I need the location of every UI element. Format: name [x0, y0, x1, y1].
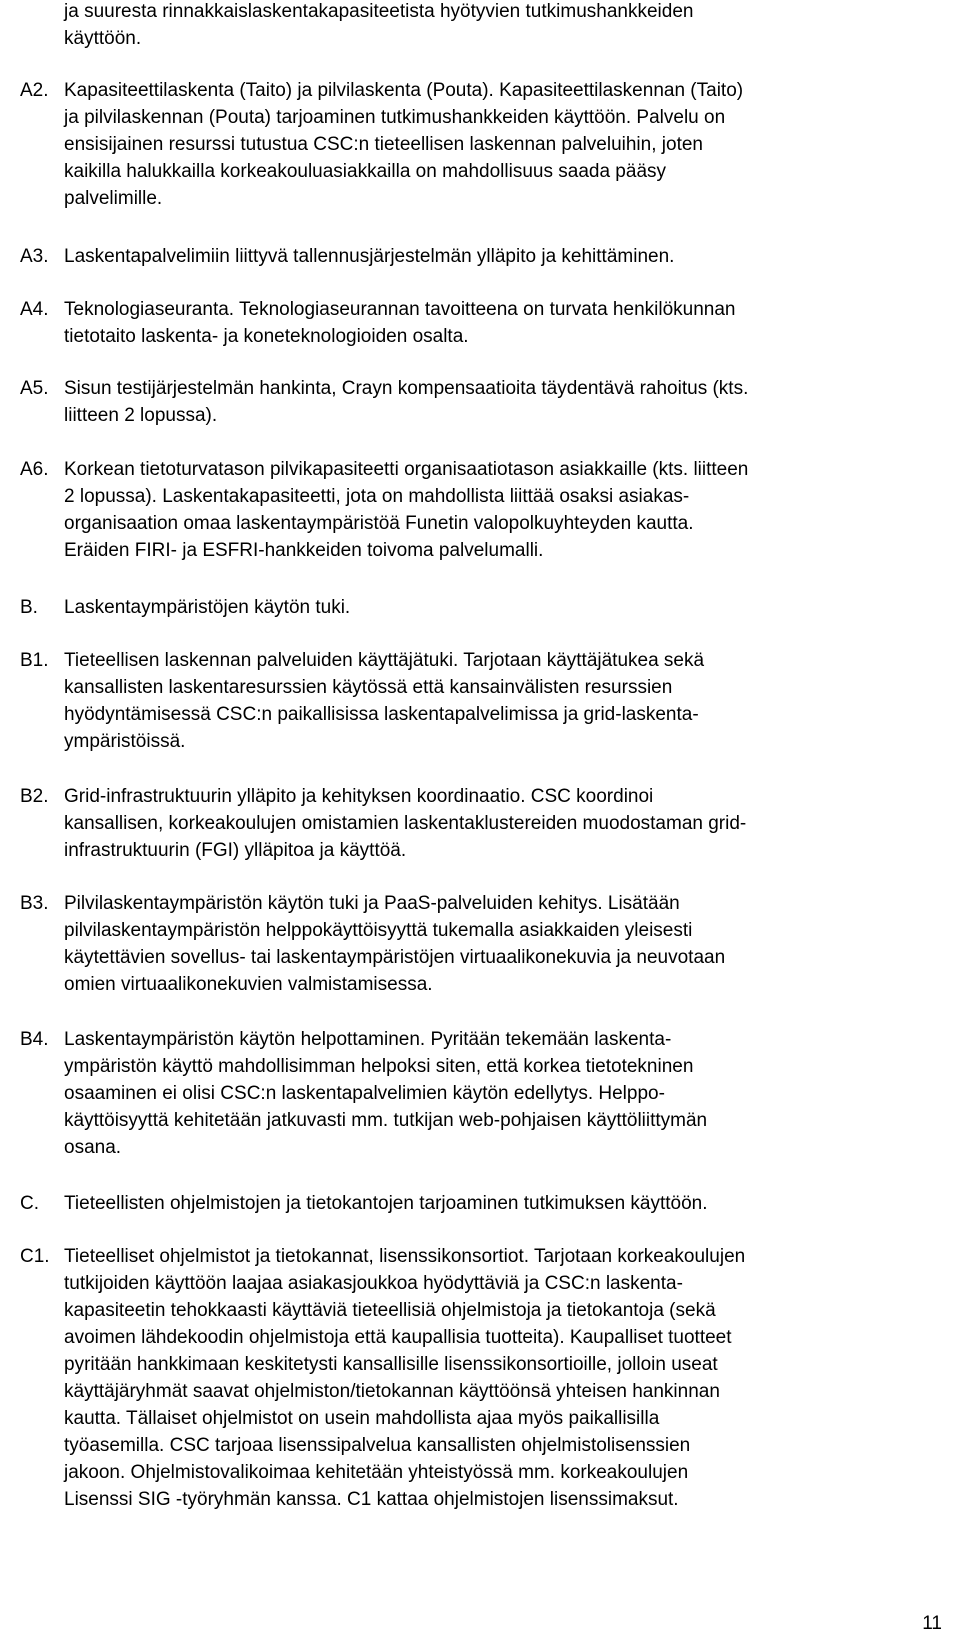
item-number: C.: [20, 1193, 39, 1214]
item-a4: [20, 296, 945, 350]
page-number: 11: [922, 1613, 942, 1634]
item-number: A6.: [20, 459, 49, 480]
item-number: B4.: [20, 1029, 49, 1050]
section-b-heading: [20, 594, 945, 621]
item-body: Grid-infrastruktuurin ylläpito ja kehityksen koordinaatio. CSC koordinoi kansallisen, korkeakoulujen omistamien laskentaklustereiden muodostaman grid- infrastruktuurin (FGI) ylläpitoa ja käyttöä.: [64, 786, 747, 861]
item-a3: [20, 243, 945, 270]
item-number: A5.: [20, 378, 49, 399]
item-c1: [20, 1243, 945, 1513]
item-b4: [20, 1026, 945, 1161]
item-b3: [20, 890, 945, 998]
item-number: B2.: [20, 786, 49, 807]
item-body: Korkean tietoturvatason pilvikapasiteetti organisaatiotason asiakkaille (kts. liitteen 2 lopussa). Laskentakapasiteetti, jota on mahdollista liittää osaksi asiakas- organisaation omaa laskentaympäristöä Funetin valopolkuyhteyden kautta. Eräiden FIRI- ja ESFRI-hankkeiden toivoma palvelumalli.: [64, 459, 749, 561]
item-a2: [20, 77, 945, 212]
item-body: Laskentaympäristön käytön helpottaminen. Pyritään tekemään laskenta- ympäristön käyttö mahdollisimman helpoksi siten, että korkea tietotekninen osaaminen ei olisi CSC:n laskentapalvelimien käytön edellytys. Helppo- käyttöisyyttä kehitetään jatkuvasti mm. tutkijan web-pohjaisen käyttöliittymän osana.: [64, 1029, 708, 1158]
item-number: A2.: [20, 80, 49, 101]
item-number: B3.: [20, 893, 49, 914]
item-number: B.: [20, 597, 38, 618]
item-number: B1.: [20, 650, 49, 671]
item-body: Tieteellisten ohjelmistojen ja tietokantojen tarjoaminen tutkimuksen käyttöön.: [64, 1193, 708, 1214]
item-b2: [20, 783, 945, 864]
item-body: Laskentaympäristöjen käytön tuki.: [64, 597, 351, 618]
item-number: A3.: [20, 246, 49, 267]
item-a6: [20, 456, 945, 564]
item-body: Sisun testijärjestelmän hankinta, Crayn kompensaatioita täydentävä rahoitus (kts. liitteen 2 lopussa).: [64, 378, 749, 426]
item-body: Teknologiaseuranta. Teknologiaseurannan tavoitteena on turvata henkilökunnan tietotaito laskenta- ja koneteknologioiden osalta.: [64, 299, 736, 347]
item-body: Tieteellisen laskennan palveluiden käyttäjätuki. Tarjotaan käyttäjätukea sekä kansallisten laskentaresurssien käytössä että kansainvälisten resurssien hyödyntämisessä CSC:n paikallisissa laskentapalvelimissa ja grid-laskenta- ympäristöissä.: [64, 650, 705, 752]
item-body: Laskentapalvelimiin liittyvä tallennusjärjestelmän ylläpito ja kehittäminen.: [64, 246, 675, 267]
item-a5: [20, 375, 945, 429]
item-body: Pilvilaskentaympäristön käytön tuki ja PaaS-palveluiden kehitys. Lisätään pilvilaskentaympäristön helppokäyttöisyyttä tukemalla asiakkaiden yleisesti käytettävien sovellus- tai laskentaympäristöjen virtuaalikonekuvia ja neuvotaan omien virtuaalikonekuvien valmistamisessa.: [64, 893, 726, 995]
section-c-heading: [20, 1190, 945, 1217]
item-body: Kapasiteettilaskenta (Taito) ja pilvilaskenta (Pouta). Kapasiteettilaskennan (Taito) ja pilvilaskennan (Pouta) tarjoaminen tutkimushankkeiden käyttöön. Palvelu on ensisijainen resurssi tutustua CSC:n tieteellisen laskennan palveluihin, joten kaikilla halukkailla korkeakouluasiakkailla on mahdollisuus saada pääsy palvelimille.: [64, 80, 744, 209]
paragraph-a1-continuation: [20, 0, 945, 52]
item-body: Tieteelliset ohjelmistot ja tietokannat, lisenssikonsortiot. Tarjotaan korkeakoulujen tutkijoiden käyttöön laajaa asiakasjoukkoa hyödyttäviä ja CSC:n laskenta- kapasiteetin tehokkaasti käyttäviä tieteellisiä ohjelmistoja ja tietokantoja (sekä avoimen lähdekoodin ohjelmistoja että kaupallisia tuotteita). Kaupalliset tuotteet pyritään hankkimaan keskitetysti kansallisille lisenssikonsortioille, jolloin useat käyttäjäryhmät saavat ohjelmiston/tietokannan käyttöönsä yhteisen hankinnan kautta. Tällaiset ohjelmistot on usein mahdollista ajaa myös paikallisilla työasemilla. CSC tarjoaa lisenssipalvelua kansallisten ohjelmistolisenssien jakoon. Ohjelmistovalikoimaa kehitetään yhteistyössä mm. korkeakoulujen Lisenssi SIG -työryhmän kanssa. C1 kattaa ohjelmistojen lisenssimaksut.: [64, 1246, 746, 1510]
item-body: ja suuresta rinnakkaislaskentakapasiteetista hyötyvien tutkimushankkeiden käyttöön.: [64, 1, 694, 49]
item-b1: [20, 647, 945, 755]
item-number: A4.: [20, 299, 49, 320]
item-number: C1.: [20, 1246, 50, 1267]
